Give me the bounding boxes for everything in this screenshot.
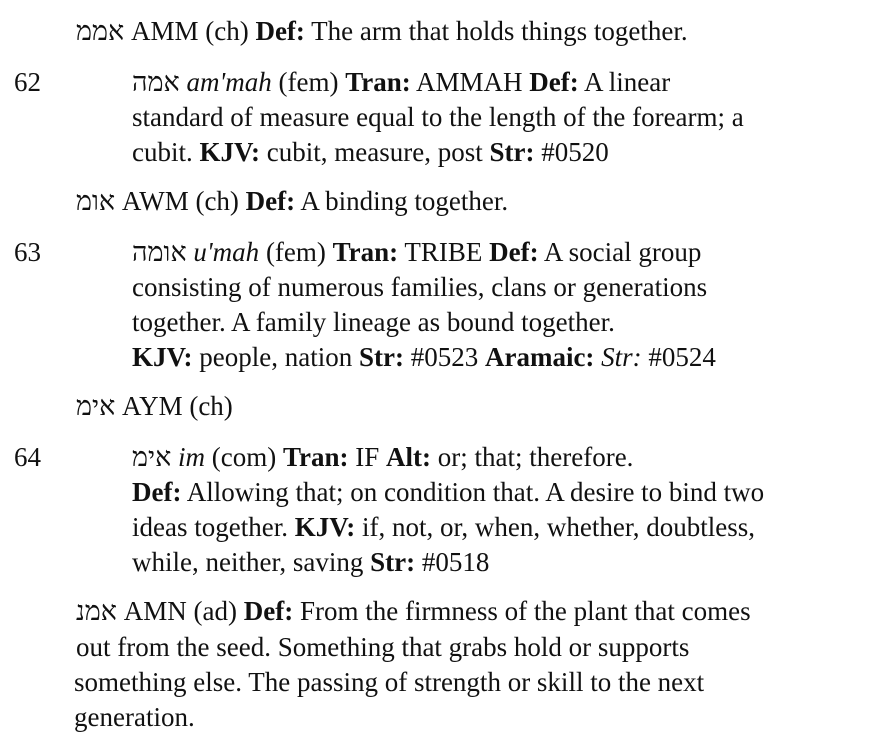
kjv-text: while, neither, saving bbox=[132, 547, 371, 577]
transliteration: am'mah bbox=[179, 67, 272, 97]
entry-im-line-2 bbox=[132, 475, 764, 510]
entry-umah-line-4 bbox=[132, 340, 716, 375]
transliteration: im bbox=[171, 442, 206, 472]
hebrew-word-amn: אמנ bbox=[76, 596, 117, 626]
entry-im-line-4 bbox=[132, 545, 489, 580]
tran-text: TRIBE bbox=[398, 237, 490, 267]
def-text: A linear bbox=[578, 67, 671, 97]
def-label: Def: bbox=[255, 16, 305, 46]
gender: (fem) bbox=[259, 237, 333, 267]
transliteration: u'mah bbox=[186, 237, 260, 267]
entry-number-62: 62 bbox=[14, 67, 41, 97]
entry-amm-head: AMM (ch) bbox=[124, 16, 256, 46]
kjv-label: KJV: bbox=[132, 342, 193, 372]
hebrew-word-awm: אומ bbox=[76, 186, 116, 216]
str-number: #0520 bbox=[534, 137, 609, 167]
entry-ammah-line-2: standard of measure equal to the length of the forearm; a bbox=[132, 102, 744, 132]
def-label: Def: bbox=[132, 477, 182, 507]
str-number: #0523 bbox=[403, 342, 485, 372]
kjv-label: KJV: bbox=[294, 512, 356, 542]
entry-amn-line-1 bbox=[76, 594, 751, 629]
aramaic-label: Aramaic: bbox=[484, 342, 595, 372]
def-text: Allowing that; on condition that. A desire to bind two bbox=[181, 477, 765, 507]
entry-umah-line-3: together. A family lineage as bound together. bbox=[132, 307, 615, 337]
entry-ammah-line-1 bbox=[132, 65, 670, 100]
entry-amn-line-4: generation. bbox=[74, 702, 195, 732]
tran-text: AMMAH bbox=[410, 67, 530, 97]
kjv-text: cubit, measure, post bbox=[260, 137, 490, 167]
entry-amn-head: AMN (ad) bbox=[117, 596, 244, 626]
hebrew-word-im: אימ bbox=[132, 442, 172, 472]
def-text: ideas together. bbox=[132, 512, 295, 542]
str-label: Str: bbox=[489, 137, 535, 167]
entry-awm-def: A binding together. bbox=[295, 186, 509, 216]
entry-amm-line bbox=[76, 14, 688, 49]
tran-label: Tran: bbox=[332, 237, 399, 267]
entry-awm-head: AWM (ch) bbox=[115, 186, 246, 216]
hebrew-word-ammah: אמה bbox=[132, 67, 180, 97]
entry-awm-line bbox=[76, 184, 508, 219]
entry-aym-head: AYM (ch) bbox=[115, 391, 233, 421]
entry-number-63: 63 bbox=[14, 237, 41, 267]
tran-label: Tran: bbox=[283, 442, 349, 472]
def-text: A social group bbox=[538, 237, 702, 267]
hebrew-word-amm: אממ bbox=[76, 16, 125, 46]
def-label: Def: bbox=[529, 67, 579, 97]
entry-umah-line-1 bbox=[132, 235, 701, 270]
entry-im-line-1 bbox=[132, 440, 633, 475]
entry-amn-line-2: out from the seed. Something that grabs hold or supports bbox=[76, 632, 690, 662]
entry-im-line-3 bbox=[132, 510, 755, 545]
def-text: From the firmness of the plant that comes bbox=[293, 596, 751, 626]
def-label: Def: bbox=[489, 237, 539, 267]
entry-aym-line bbox=[76, 389, 233, 424]
kjv-text: people, nation bbox=[192, 342, 359, 372]
def-text: cubit. bbox=[132, 137, 200, 167]
hebrew-word-umah: אומה bbox=[132, 237, 187, 267]
def-label: Def: bbox=[245, 186, 296, 216]
def-label: Def: bbox=[243, 596, 294, 626]
tran-text: IF bbox=[348, 442, 387, 472]
gender: (com) bbox=[205, 442, 284, 472]
entry-amm-def: The arm that holds things together. bbox=[304, 16, 688, 46]
kjv-label: KJV: bbox=[199, 137, 261, 167]
hebrew-word-aym: אימ bbox=[76, 391, 116, 421]
alt-text: or; that; therefore. bbox=[431, 442, 634, 472]
entry-amn-line-3: something else. The passing of strength or skill to the next bbox=[74, 667, 705, 697]
entry-ammah-line-3 bbox=[132, 135, 609, 170]
alt-label: Alt: bbox=[386, 442, 432, 472]
str-label: Str: bbox=[358, 342, 404, 372]
kjv-text: if, not, or, when, whether, doubtless, bbox=[355, 512, 755, 542]
gender: (fem) bbox=[271, 67, 346, 97]
entry-umah-line-2: consisting of numerous families, clans or generations bbox=[132, 272, 708, 302]
aramaic-str-label: Str: bbox=[594, 342, 642, 372]
aramaic-str-number: #0524 bbox=[641, 342, 716, 372]
str-label: Str: bbox=[370, 547, 416, 577]
entry-number-64: 64 bbox=[14, 442, 41, 472]
tran-label: Tran: bbox=[345, 67, 411, 97]
str-number: #0518 bbox=[415, 547, 490, 577]
